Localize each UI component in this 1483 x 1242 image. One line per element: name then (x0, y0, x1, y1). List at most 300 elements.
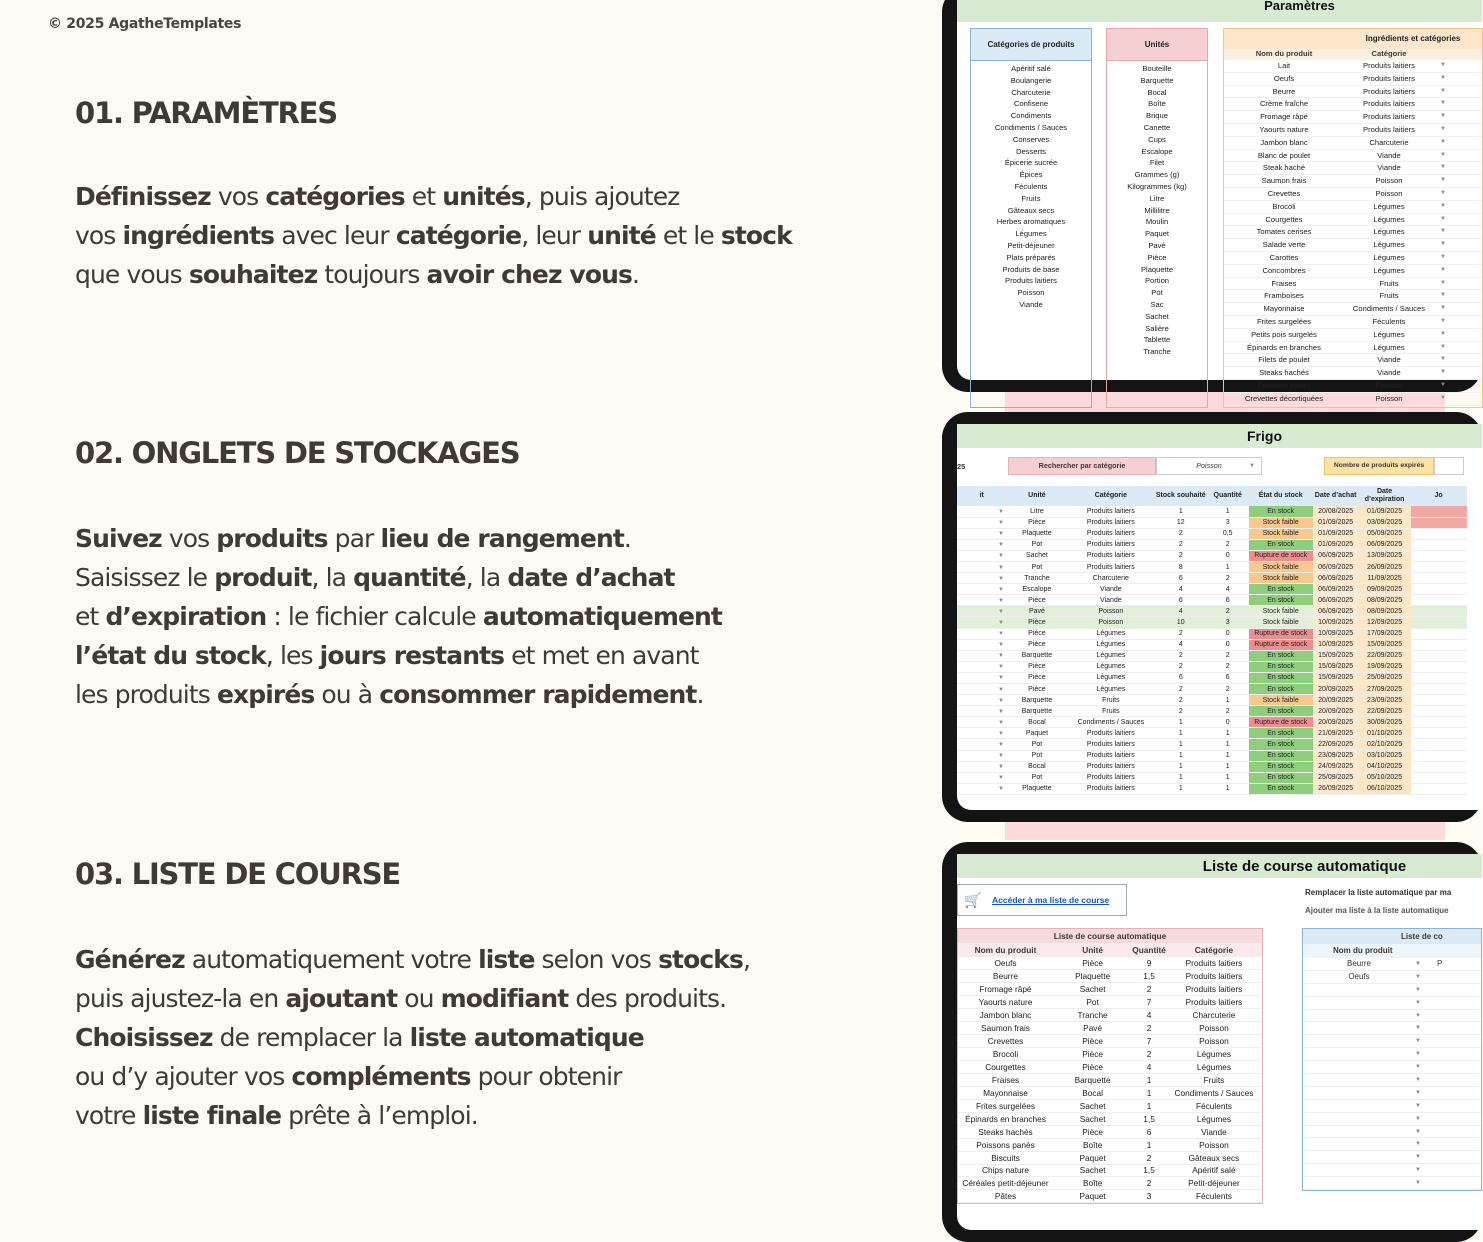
row-dropdown[interactable] (957, 617, 1007, 628)
purchase-date[interactable]: 15/09/2025 (1313, 672, 1359, 683)
category[interactable]: Produits laitiers (1067, 728, 1155, 739)
product-category[interactable]: Légumes (1373, 214, 1405, 224)
chevron-down-icon[interactable]: ▼ (1440, 228, 1446, 235)
quantity[interactable]: 0 (1207, 550, 1249, 561)
unit-item: Salière (1145, 323, 1169, 333)
chevron-down-icon[interactable]: ▼ (1415, 1154, 1421, 1161)
purchase-date[interactable]: 26/09/2025 (1313, 783, 1359, 794)
product-category[interactable]: Légumes (1373, 240, 1405, 250)
unit[interactable]: Barquette (1007, 706, 1067, 717)
expiry-date[interactable]: 22/09/2025 (1359, 650, 1411, 661)
quantity: 2 (1132, 1177, 1166, 1190)
product-category[interactable]: Légumes (1373, 265, 1405, 275)
category[interactable]: Fruits (1067, 706, 1155, 717)
product-name[interactable] (1303, 1048, 1415, 1060)
chevron-down-icon[interactable]: ▼ (1440, 381, 1446, 388)
product-name[interactable] (1303, 1022, 1415, 1034)
chevron-down-icon[interactable]: ▼ (1415, 1167, 1421, 1174)
table-row (958, 1177, 1262, 1190)
list-item[interactable] (1303, 1138, 1481, 1151)
quantity[interactable]: 2 (1207, 539, 1249, 550)
category[interactable]: Légumes (1067, 650, 1155, 661)
product-name[interactable] (1303, 1177, 1415, 1189)
quantity[interactable]: 2 (1207, 684, 1249, 695)
product-category[interactable]: Charcuterie (1369, 137, 1409, 147)
row-dropdown[interactable] (957, 517, 1007, 528)
expiry-date[interactable]: 13/09/2025 (1359, 550, 1411, 561)
quantity[interactable]: 1 (1207, 750, 1249, 761)
unit[interactable]: Pot (1007, 539, 1067, 550)
product-name[interactable]: Oeufs (1348, 971, 1370, 981)
purchase-date[interactable]: 20/09/2025 (1313, 706, 1359, 717)
parametres-title: Paramètres (957, 0, 1482, 22)
product-category[interactable]: Produits laitiers (1363, 99, 1415, 109)
chevron-down-icon[interactable]: ▼ (1440, 279, 1446, 286)
purchase-date[interactable]: 06/09/2025 (1313, 584, 1359, 595)
days-left (1411, 695, 1467, 706)
quantity[interactable]: 0 (1207, 628, 1249, 639)
row-dropdown[interactable] (957, 650, 1007, 661)
row-dropdown[interactable] (957, 639, 1007, 650)
product-category[interactable]: Viande (1377, 150, 1401, 160)
purchase-date[interactable]: 20/09/2025 (1313, 717, 1359, 728)
chevron-down-icon[interactable]: ▼ (1415, 1051, 1421, 1058)
purchase-date[interactable]: 21/09/2025 (1313, 728, 1359, 739)
chevron-down-icon[interactable]: ▼ (1440, 164, 1446, 171)
unit[interactable]: Tranche (1007, 573, 1067, 584)
product-name[interactable] (1303, 1087, 1415, 1099)
unit[interactable]: Pavé (1007, 606, 1067, 617)
product-category[interactable]: Produits laitiers (1363, 61, 1415, 70)
product-category[interactable]: Poisson (1375, 176, 1403, 186)
expiry-date[interactable]: 06/10/2025 (1359, 783, 1411, 794)
category[interactable]: Produits laitiers (1067, 550, 1155, 561)
list-item[interactable] (1303, 1061, 1481, 1074)
unit[interactable]: Pot (1007, 750, 1067, 761)
row-dropdown[interactable] (957, 717, 1007, 728)
chevron-down-icon[interactable]: ▼ (1440, 394, 1446, 401)
product-category[interactable]: Viande (1377, 368, 1401, 378)
list-item[interactable] (1303, 1100, 1481, 1113)
purchase-date[interactable]: 06/09/2025 (1313, 550, 1359, 561)
row-dropdown[interactable] (957, 761, 1007, 772)
category[interactable]: Produits laitiers (1067, 528, 1155, 539)
list-item[interactable] (1303, 1048, 1481, 1061)
row-dropdown[interactable] (957, 595, 1007, 606)
unit[interactable]: Pièce (1007, 595, 1067, 606)
chevron-down-icon[interactable]: ▼ (1440, 138, 1446, 145)
category[interactable]: Légumes (1067, 684, 1155, 695)
category[interactable]: Produits laitiers (1067, 761, 1155, 772)
chevron-down-icon[interactable]: ▼ (1440, 189, 1446, 196)
purchase-date[interactable]: 20/09/2025 (1313, 695, 1359, 706)
category[interactable]: Produits laitiers (1067, 539, 1155, 550)
unit[interactable]: Pièce (1007, 617, 1067, 628)
category[interactable]: Produits laitiers (1067, 783, 1155, 794)
chevron-down-icon[interactable]: ▼ (1415, 973, 1421, 980)
expiry-date[interactable]: 25/09/2025 (1359, 672, 1411, 683)
unit[interactable]: Pot (1007, 772, 1067, 783)
quantity[interactable]: 0 (1207, 717, 1249, 728)
product-category[interactable]: Féculents (1372, 316, 1406, 326)
category[interactable]: Fruits (1067, 695, 1155, 706)
unit[interactable]: Litre (1007, 506, 1067, 517)
category[interactable]: Viande (1067, 584, 1155, 595)
unit[interactable]: Barquette (1007, 695, 1067, 706)
chevron-down-icon[interactable]: ▼ (1440, 62, 1446, 68)
chevron-down-icon[interactable]: ▼ (1440, 266, 1446, 273)
chevron-down-icon[interactable]: ▼ (1415, 1180, 1421, 1187)
chevron-down-icon[interactable]: ▼ (1440, 125, 1446, 132)
row-dropdown[interactable] (957, 772, 1007, 783)
text-segment: ou d’y ajouter vos (75, 1062, 292, 1091)
expiry-date[interactable]: 23/09/2025 (1359, 695, 1411, 706)
category[interactable]: Produits laitiers (1067, 517, 1155, 528)
row-dropdown[interactable] (957, 606, 1007, 617)
expiry-date[interactable]: 04/10/2025 (1359, 761, 1411, 772)
days-left (1411, 584, 1467, 595)
chevron-down-icon: ▼ (998, 619, 1004, 626)
chevron-down-icon[interactable]: ▼ (1415, 1038, 1421, 1045)
table-row (1224, 150, 1482, 163)
purchase-date[interactable]: 25/09/2025 (1313, 772, 1359, 783)
chevron-down-icon[interactable]: ▼ (1440, 100, 1446, 107)
unit[interactable]: Paquet (1007, 728, 1067, 739)
product-category[interactable]: Légumes (1373, 329, 1405, 339)
list-item[interactable] (1303, 958, 1481, 971)
product-name[interactable] (1303, 1100, 1415, 1112)
chevron-down-icon[interactable]: ▼ (1415, 1012, 1421, 1019)
expiry-date[interactable]: 09/09/2025 (1359, 584, 1411, 595)
purchase-date[interactable]: 01/09/2025 (1313, 539, 1359, 550)
expiry-date[interactable]: 30/09/2025 (1359, 717, 1411, 728)
list-item[interactable] (1303, 1035, 1481, 1048)
product-category[interactable]: Produits laitiers (1363, 124, 1415, 134)
row-dropdown[interactable] (957, 750, 1007, 761)
quantity[interactable]: 6 (1207, 595, 1249, 606)
quantity[interactable]: 2 (1207, 706, 1249, 717)
chevron-down-icon[interactable]: ▼ (1440, 87, 1446, 94)
product-category[interactable]: Légumes (1373, 252, 1405, 262)
quantity[interactable]: 4 (1207, 584, 1249, 595)
expiry-date[interactable]: 11/09/2025 (1359, 573, 1411, 584)
chevron-down-icon[interactable]: ▼ (1415, 1102, 1421, 1109)
category[interactable]: Légumes (1067, 661, 1155, 672)
purchase-date[interactable]: 22/09/2025 (1313, 739, 1359, 750)
purchase-date[interactable]: 23/09/2025 (1313, 750, 1359, 761)
chevron-down-icon[interactable]: ▼ (1415, 1128, 1421, 1135)
quantity[interactable]: 0 (1207, 639, 1249, 650)
list-item[interactable] (1303, 971, 1481, 984)
chevron-down-icon[interactable]: ▼ (1440, 305, 1446, 312)
row-dropdown[interactable] (957, 539, 1007, 550)
category-select[interactable] (1156, 457, 1262, 475)
product-category[interactable]: Produits laitiers (1363, 73, 1415, 83)
row-dropdown[interactable] (957, 528, 1007, 539)
purchase-date[interactable]: 15/09/2025 (1313, 650, 1359, 661)
product-category[interactable]: Poisson (1375, 380, 1403, 390)
table-row (957, 628, 1467, 639)
access-list-button[interactable] (957, 884, 1127, 916)
quantity[interactable]: 0,5 (1207, 528, 1249, 539)
expiry-date[interactable]: 01/09/2025 (1359, 506, 1411, 517)
expiry-date[interactable]: 02/10/2025 (1359, 739, 1411, 750)
purchase-date[interactable]: 10/09/2025 (1313, 628, 1359, 639)
row-dropdown[interactable] (957, 561, 1007, 572)
expiry-date[interactable]: 05/10/2025 (1359, 772, 1411, 783)
list-item[interactable] (1303, 1113, 1481, 1126)
expiry-date[interactable]: 03/09/2025 (1359, 517, 1411, 528)
quantity[interactable]: 1 (1207, 783, 1249, 794)
row-dropdown[interactable] (957, 783, 1007, 794)
product-name: Salade verte (1262, 240, 1306, 250)
table-row (958, 1164, 1262, 1177)
purchase-date[interactable]: 06/09/2025 (1313, 595, 1359, 606)
purchase-date[interactable]: 20/08/2025 (1313, 506, 1359, 517)
chevron-down-icon[interactable]: ▼ (1440, 177, 1446, 184)
expiry-date[interactable]: 22/09/2025 (1359, 706, 1411, 717)
table-row (1224, 278, 1482, 291)
category[interactable]: Charcuterie (1067, 573, 1155, 584)
table-row (958, 1009, 1262, 1022)
chevron-down-icon[interactable]: ▼ (1440, 343, 1446, 350)
unit[interactable]: Sachet (1007, 550, 1067, 561)
list-item[interactable] (1303, 1074, 1481, 1087)
unit[interactable]: Escalope (1007, 584, 1067, 595)
list-item[interactable] (1303, 1087, 1481, 1100)
unit: Pièce (1053, 1061, 1132, 1074)
row-dropdown[interactable] (957, 728, 1007, 739)
unit[interactable]: Pièce (1007, 639, 1067, 650)
ingredients-header: Ingrédients et catégories (1224, 29, 1482, 49)
chevron-down-icon[interactable]: ▼ (1440, 74, 1446, 81)
purchase-date[interactable]: 24/09/2025 (1313, 761, 1359, 772)
expiry-date[interactable]: 17/09/2025 (1359, 628, 1411, 639)
unit[interactable]: Pot (1007, 739, 1067, 750)
row-dropdown[interactable] (957, 739, 1007, 750)
stock-status: En stock (1249, 772, 1313, 783)
unit[interactable]: Plaquette (1007, 528, 1067, 539)
category[interactable]: Condiments / Sauces (1067, 717, 1155, 728)
row-dropdown[interactable] (957, 684, 1007, 695)
row-dropdown[interactable] (957, 506, 1007, 517)
quantity[interactable]: 1 (1207, 561, 1249, 572)
list-item[interactable] (1303, 1126, 1481, 1139)
unit[interactable]: Plaquette (1007, 783, 1067, 794)
category[interactable]: Légumes (1067, 672, 1155, 683)
stock-wanted: 4 (1155, 606, 1207, 617)
category[interactable]: Produits laitiers (1067, 506, 1155, 517)
product-name[interactable] (1303, 1074, 1415, 1086)
list-item[interactable] (1303, 997, 1481, 1010)
table-row (957, 661, 1467, 672)
chevron-down-icon[interactable]: ▼ (1440, 241, 1446, 248)
table-row (1224, 175, 1482, 188)
expiry-date[interactable]: 08/09/2025 (1359, 606, 1411, 617)
quantity[interactable]: 2 (1207, 661, 1249, 672)
product-category[interactable]: Fruits (1379, 278, 1399, 288)
quantity: 2 (1132, 1048, 1166, 1061)
stock-status: En stock (1249, 539, 1313, 550)
product-name[interactable] (1303, 1164, 1415, 1176)
expiry-date[interactable]: 01/10/2025 (1359, 728, 1411, 739)
product-name[interactable] (1303, 997, 1415, 1009)
quantity[interactable]: 1 (1207, 695, 1249, 706)
unit[interactable]: Pièce (1007, 628, 1067, 639)
days-left (1411, 750, 1467, 761)
category[interactable]: Produits laitiers (1067, 750, 1155, 761)
purchase-date[interactable]: 06/09/2025 (1313, 561, 1359, 572)
list-item[interactable] (1303, 984, 1481, 997)
row-dropdown[interactable] (957, 573, 1007, 584)
product-category[interactable]: Poisson (1375, 188, 1403, 198)
row-dropdown[interactable] (957, 706, 1007, 717)
quantity[interactable]: 1 (1207, 506, 1249, 517)
expiry-date[interactable]: 12/09/2025 (1359, 617, 1411, 628)
quantity[interactable]: 2 (1207, 573, 1249, 584)
ingredients-table (1223, 28, 1483, 408)
quantity[interactable]: 3 (1207, 617, 1249, 628)
list-item[interactable] (1303, 1022, 1481, 1035)
purchase-date[interactable]: 10/09/2025 (1313, 617, 1359, 628)
row-dropdown[interactable] (957, 550, 1007, 561)
list-item[interactable] (1303, 1177, 1481, 1190)
product-name[interactable]: Beurre (1346, 959, 1371, 968)
chevron-down-icon[interactable]: ▼ (1440, 317, 1446, 324)
expiry-date[interactable]: 15/09/2025 (1359, 639, 1411, 650)
chevron-down-icon[interactable]: ▼ (1440, 292, 1446, 299)
quantity[interactable]: 1 (1207, 761, 1249, 772)
product-name: Crevettes (958, 1035, 1053, 1048)
quantity[interactable]: 2 (1207, 650, 1249, 661)
chevron-down-icon[interactable]: ▼ (1415, 1064, 1421, 1071)
row-dropdown[interactable] (957, 695, 1007, 706)
chevron-down-icon[interactable]: ▼ (1415, 1089, 1421, 1096)
chevron-down-icon[interactable]: ▼ (1440, 356, 1446, 363)
purchase-date[interactable]: 10/09/2025 (1313, 639, 1359, 650)
purchase-date[interactable]: 06/09/2025 (1313, 573, 1359, 584)
unit-item: Sac (1150, 299, 1164, 309)
stock-wanted: 1 (1155, 728, 1207, 739)
product-name[interactable] (1303, 1061, 1415, 1073)
category[interactable]: Produits laitiers (1067, 739, 1155, 750)
row-dropdown[interactable] (957, 628, 1007, 639)
expiry-date[interactable]: 03/10/2025 (1359, 750, 1411, 761)
chevron-down-icon[interactable]: ▼ (1440, 369, 1446, 376)
category[interactable]: Produits laitiers (1067, 561, 1155, 572)
row-dropdown[interactable] (957, 584, 1007, 595)
chevron-down-icon[interactable]: ▼ (1440, 202, 1446, 209)
expiry-date[interactable]: 26/09/2025 (1359, 561, 1411, 572)
quantity: 1,5 (1132, 1112, 1166, 1125)
product-category[interactable]: Produits laitiers (1363, 86, 1415, 96)
product-category[interactable]: Condiments / Sauces (1352, 304, 1426, 314)
row-dropdown[interactable] (957, 672, 1007, 683)
chevron-down-icon[interactable]: ▼ (1440, 215, 1446, 222)
chevron-down-icon[interactable]: ▼ (1415, 1077, 1421, 1084)
product-name[interactable] (1303, 1151, 1415, 1163)
unit[interactable]: Pièce (1007, 684, 1067, 695)
purchase-date[interactable]: 01/09/2025 (1313, 528, 1359, 539)
chevron-down-icon[interactable]: ▼ (1415, 1025, 1421, 1032)
product-category[interactable]: Fruits (1379, 291, 1399, 301)
stock-wanted: 6 (1155, 672, 1207, 683)
unit[interactable]: Pièce (1007, 661, 1067, 672)
category-item: Poisson (1017, 288, 1045, 298)
expiry-date[interactable]: 06/09/2025 (1359, 539, 1411, 550)
purchase-date[interactable]: 01/09/2025 (1313, 517, 1359, 528)
product-name[interactable] (1303, 1035, 1415, 1047)
chevron-down-icon[interactable]: ▼ (1440, 151, 1446, 158)
chevron-down-icon[interactable]: ▼ (1415, 1141, 1421, 1148)
product-category[interactable]: Légumes (1373, 227, 1405, 237)
list-item[interactable] (1303, 1151, 1481, 1164)
unit[interactable]: Bocal (1007, 761, 1067, 772)
quantity[interactable]: 6 (1207, 672, 1249, 683)
unit[interactable]: Bocal (1007, 717, 1067, 728)
row-dropdown[interactable] (957, 661, 1007, 672)
product-category[interactable]: Produits laitiers (1363, 112, 1415, 122)
quantity[interactable]: 1 (1207, 772, 1249, 783)
chevron-down-icon[interactable]: ▼ (1415, 961, 1421, 967)
expiry-date[interactable]: 19/09/2025 (1359, 661, 1411, 672)
days-left (1411, 506, 1467, 517)
list-item[interactable] (1303, 1164, 1481, 1177)
purchase-date[interactable]: 06/09/2025 (1313, 606, 1359, 617)
chevron-down-icon[interactable]: ▼ (1415, 999, 1421, 1006)
category[interactable]: Légumes (1067, 639, 1155, 650)
category[interactable]: Viande (1067, 595, 1155, 606)
quantity[interactable]: 2 (1207, 606, 1249, 617)
expiry-date[interactable]: 05/09/2025 (1359, 528, 1411, 539)
chevron-down-icon[interactable]: ▼ (1415, 986, 1421, 993)
quantity[interactable]: 1 (1207, 728, 1249, 739)
product-name[interactable] (1303, 984, 1415, 996)
category[interactable]: Poisson (1067, 617, 1155, 628)
purchase-date[interactable]: 20/09/2025 (1313, 684, 1359, 695)
product-category[interactable]: Légumes (1373, 342, 1405, 352)
category[interactable]: Légumes (1067, 628, 1155, 639)
unit[interactable]: Barquette (1007, 650, 1067, 661)
product-category[interactable]: Viande (1377, 355, 1401, 365)
unit[interactable]: Pièce (1007, 672, 1067, 683)
product-name[interactable] (1303, 1126, 1415, 1138)
list-item[interactable] (1303, 1010, 1481, 1023)
stock-status: Stock faible (1249, 561, 1313, 572)
product-name[interactable] (1303, 1113, 1415, 1125)
chevron-down-icon[interactable]: ▼ (1440, 330, 1446, 337)
category: Condiments / Sauces (1166, 1086, 1262, 1099)
quantity[interactable]: 3 (1207, 517, 1249, 528)
chevron-down-icon[interactable]: ▼ (1415, 1115, 1421, 1122)
product-name[interactable] (1303, 1138, 1415, 1150)
category[interactable]: Produits laitiers (1067, 772, 1155, 783)
unit[interactable]: Pot (1007, 561, 1067, 572)
quantity[interactable]: 1 (1207, 739, 1249, 750)
table-row (958, 1151, 1262, 1164)
expiry-date[interactable]: 08/09/2025 (1359, 595, 1411, 606)
expiry-date[interactable]: 27/09/2025 (1359, 684, 1411, 695)
product-category[interactable]: Viande (1377, 163, 1401, 173)
chevron-down-icon[interactable]: ▼ (1440, 113, 1446, 120)
product-category[interactable]: Poisson (1375, 393, 1403, 403)
chevron-down-icon[interactable]: ▼ (1440, 253, 1446, 260)
unit[interactable]: Pièce (1007, 517, 1067, 528)
product-name[interactable] (1303, 1010, 1415, 1022)
purchase-date[interactable]: 15/09/2025 (1313, 661, 1359, 672)
product-category[interactable]: Légumes (1373, 201, 1405, 211)
category[interactable]: Poisson (1067, 606, 1155, 617)
